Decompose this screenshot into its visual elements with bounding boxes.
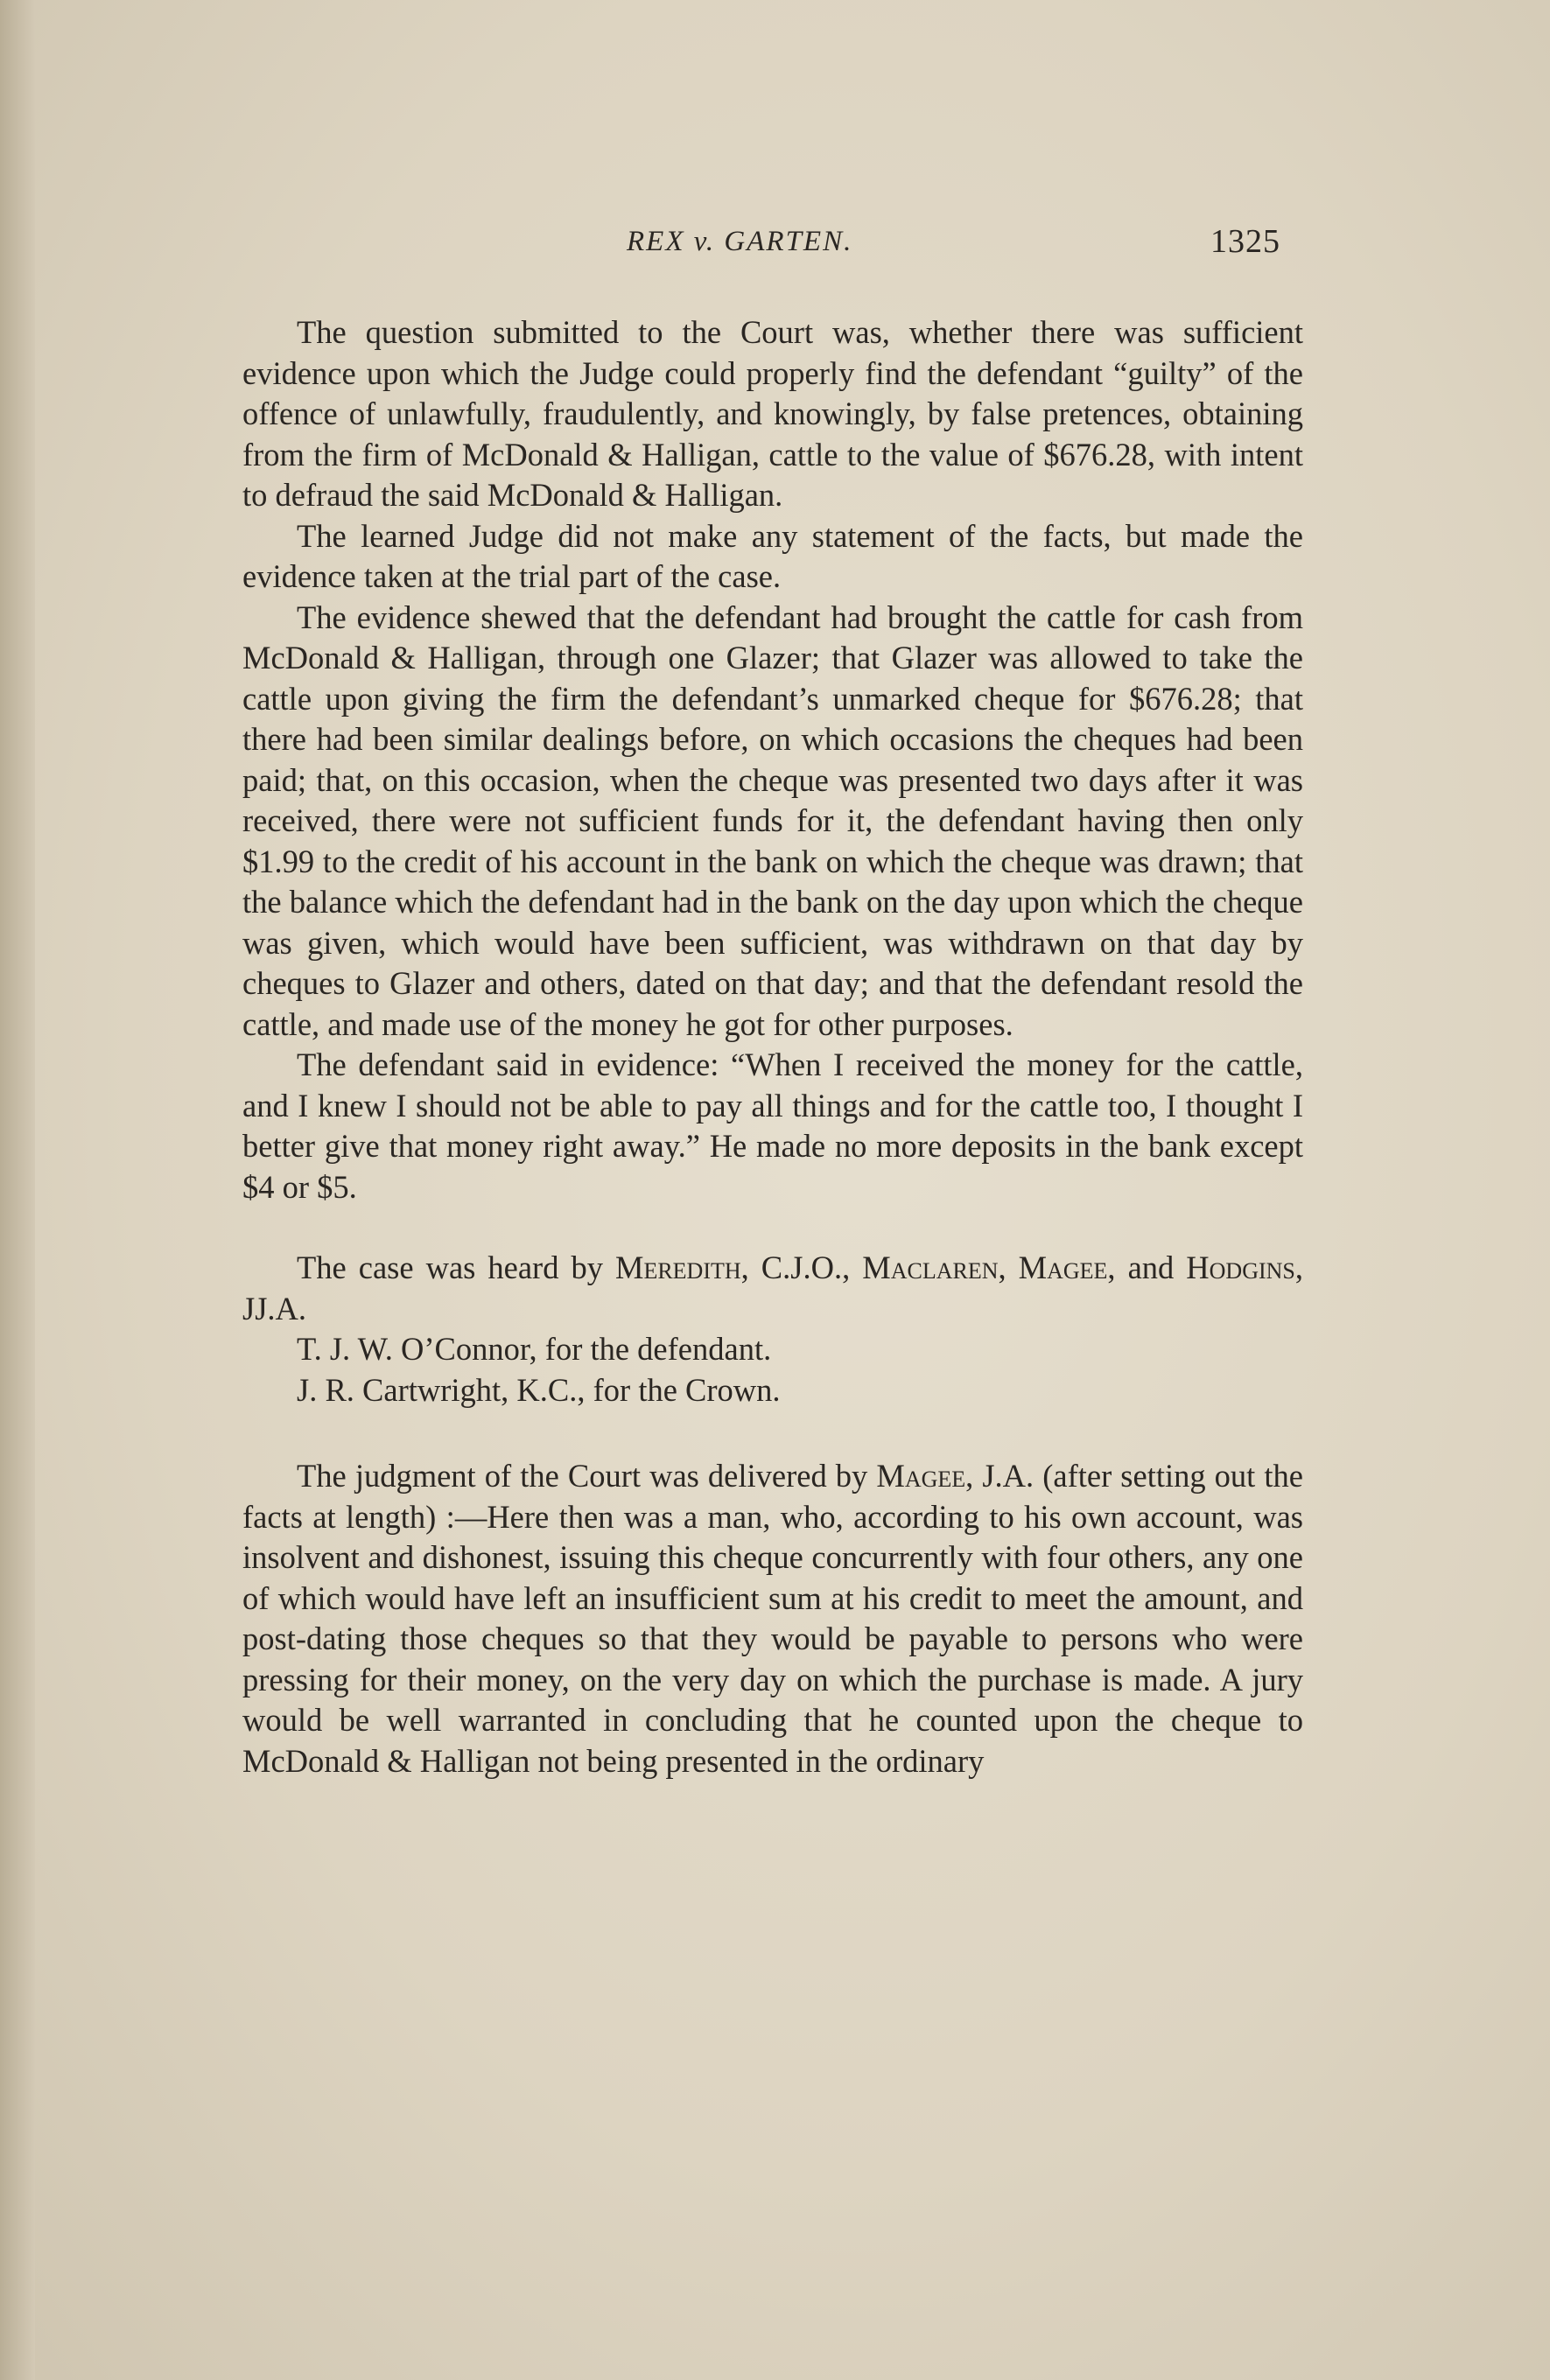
judge-title: , C.J.O., xyxy=(740,1250,863,1285)
page-number: 1325 xyxy=(1210,223,1280,260)
hearing-line xyxy=(242,1248,1303,1329)
judge-name: Magee xyxy=(1018,1250,1108,1285)
section-gap xyxy=(242,1208,1303,1248)
paragraph: The learned Judge did not make any statement of the facts, but made the evidence taken at the trial part of the case. xyxy=(242,517,1303,594)
judgment-paragraph xyxy=(242,1456,1303,1782)
judge-name: Hodgins xyxy=(1186,1250,1295,1285)
counsel-defendant: T. J. W. O’Connor, for the defendant. xyxy=(297,1331,772,1367)
paragraph: The question submitted to the Court was, whether there was sufficient evidence upon which the Judge could properly find the defendant “guilty” of the offence of unlawfully, fraudulently, and knowingly, by false pretences, obtaining from the firm of McDonald & Halligan, cattle to the value of $676.28, with intent to defraud the said McDonald & Halligan. xyxy=(242,314,1303,513)
judge-name: Magee xyxy=(876,1458,966,1494)
paragraph: The evidence shewed that the defendant had brought the cattle for cash from McDonald & Halligan, through one Glazer; that Glazer was allowed to take the cattle upon giving the firm the defendant’s unmarked cheque for $676.28; that there had been similar dealings before, on which occasions the cheques had been paid; that, on this occasion, when the cheque was presented two days after it was received, there were not sufficient funds for it, the defendant having then only $1.99 to the credit of his account in the bank on which the cheque was drawn; that the balance which the defendant had in the bank on the day upon which the cheque was given, which would have been sufficient, was withdrawn on that day by cheques to Glazer and others, dated on that day; and that the defendant resold the cattle, and made use of the money he got for other purposes. xyxy=(242,598,1303,1042)
hearing-lead: The case was heard by xyxy=(297,1250,615,1285)
separator: , and xyxy=(1107,1250,1187,1285)
judgment-text: , J.A. (after setting out the facts at length) :—Here then was a man, who, according to his own account, was insolvent and dishonest, issuing this cheque concurrently with four others, any one of which would have left an insufficient sum at his credit to meet the amount, and post-dating those cheques so that they would be payable to persons who were pressing for their money, on the very day on which the purchase is made. A jury would be well warranted in concluding that he counted upon the cheque to McDonald & Halligan not being presented in the ordinary xyxy=(242,1458,1303,1779)
judgment-lead: The judgment of the Court was delivered by xyxy=(297,1458,877,1494)
hearing-tail: , JJ.A. xyxy=(242,1250,1304,1326)
counsel-crown: J. R. Cartwright, K.C., for the Crown. xyxy=(297,1371,781,1408)
running-head: REX v. GARTEN. xyxy=(627,226,853,257)
body-text xyxy=(242,312,1303,1782)
page-header xyxy=(0,223,1550,278)
judge-name: Maclaren xyxy=(862,1250,999,1285)
paragraph: The defendant said in evidence: “When I received the money for the cattle, and I knew I should not be able to pay all things and for the cattle too, I thought I better give that money right away.” He made no more deposits in the bank except $4 or $5. xyxy=(242,1046,1303,1205)
page-gutter xyxy=(0,0,35,2380)
judge-name: Meredith xyxy=(615,1250,741,1285)
section-gap xyxy=(242,1410,1303,1456)
separator: , xyxy=(998,1250,1019,1285)
